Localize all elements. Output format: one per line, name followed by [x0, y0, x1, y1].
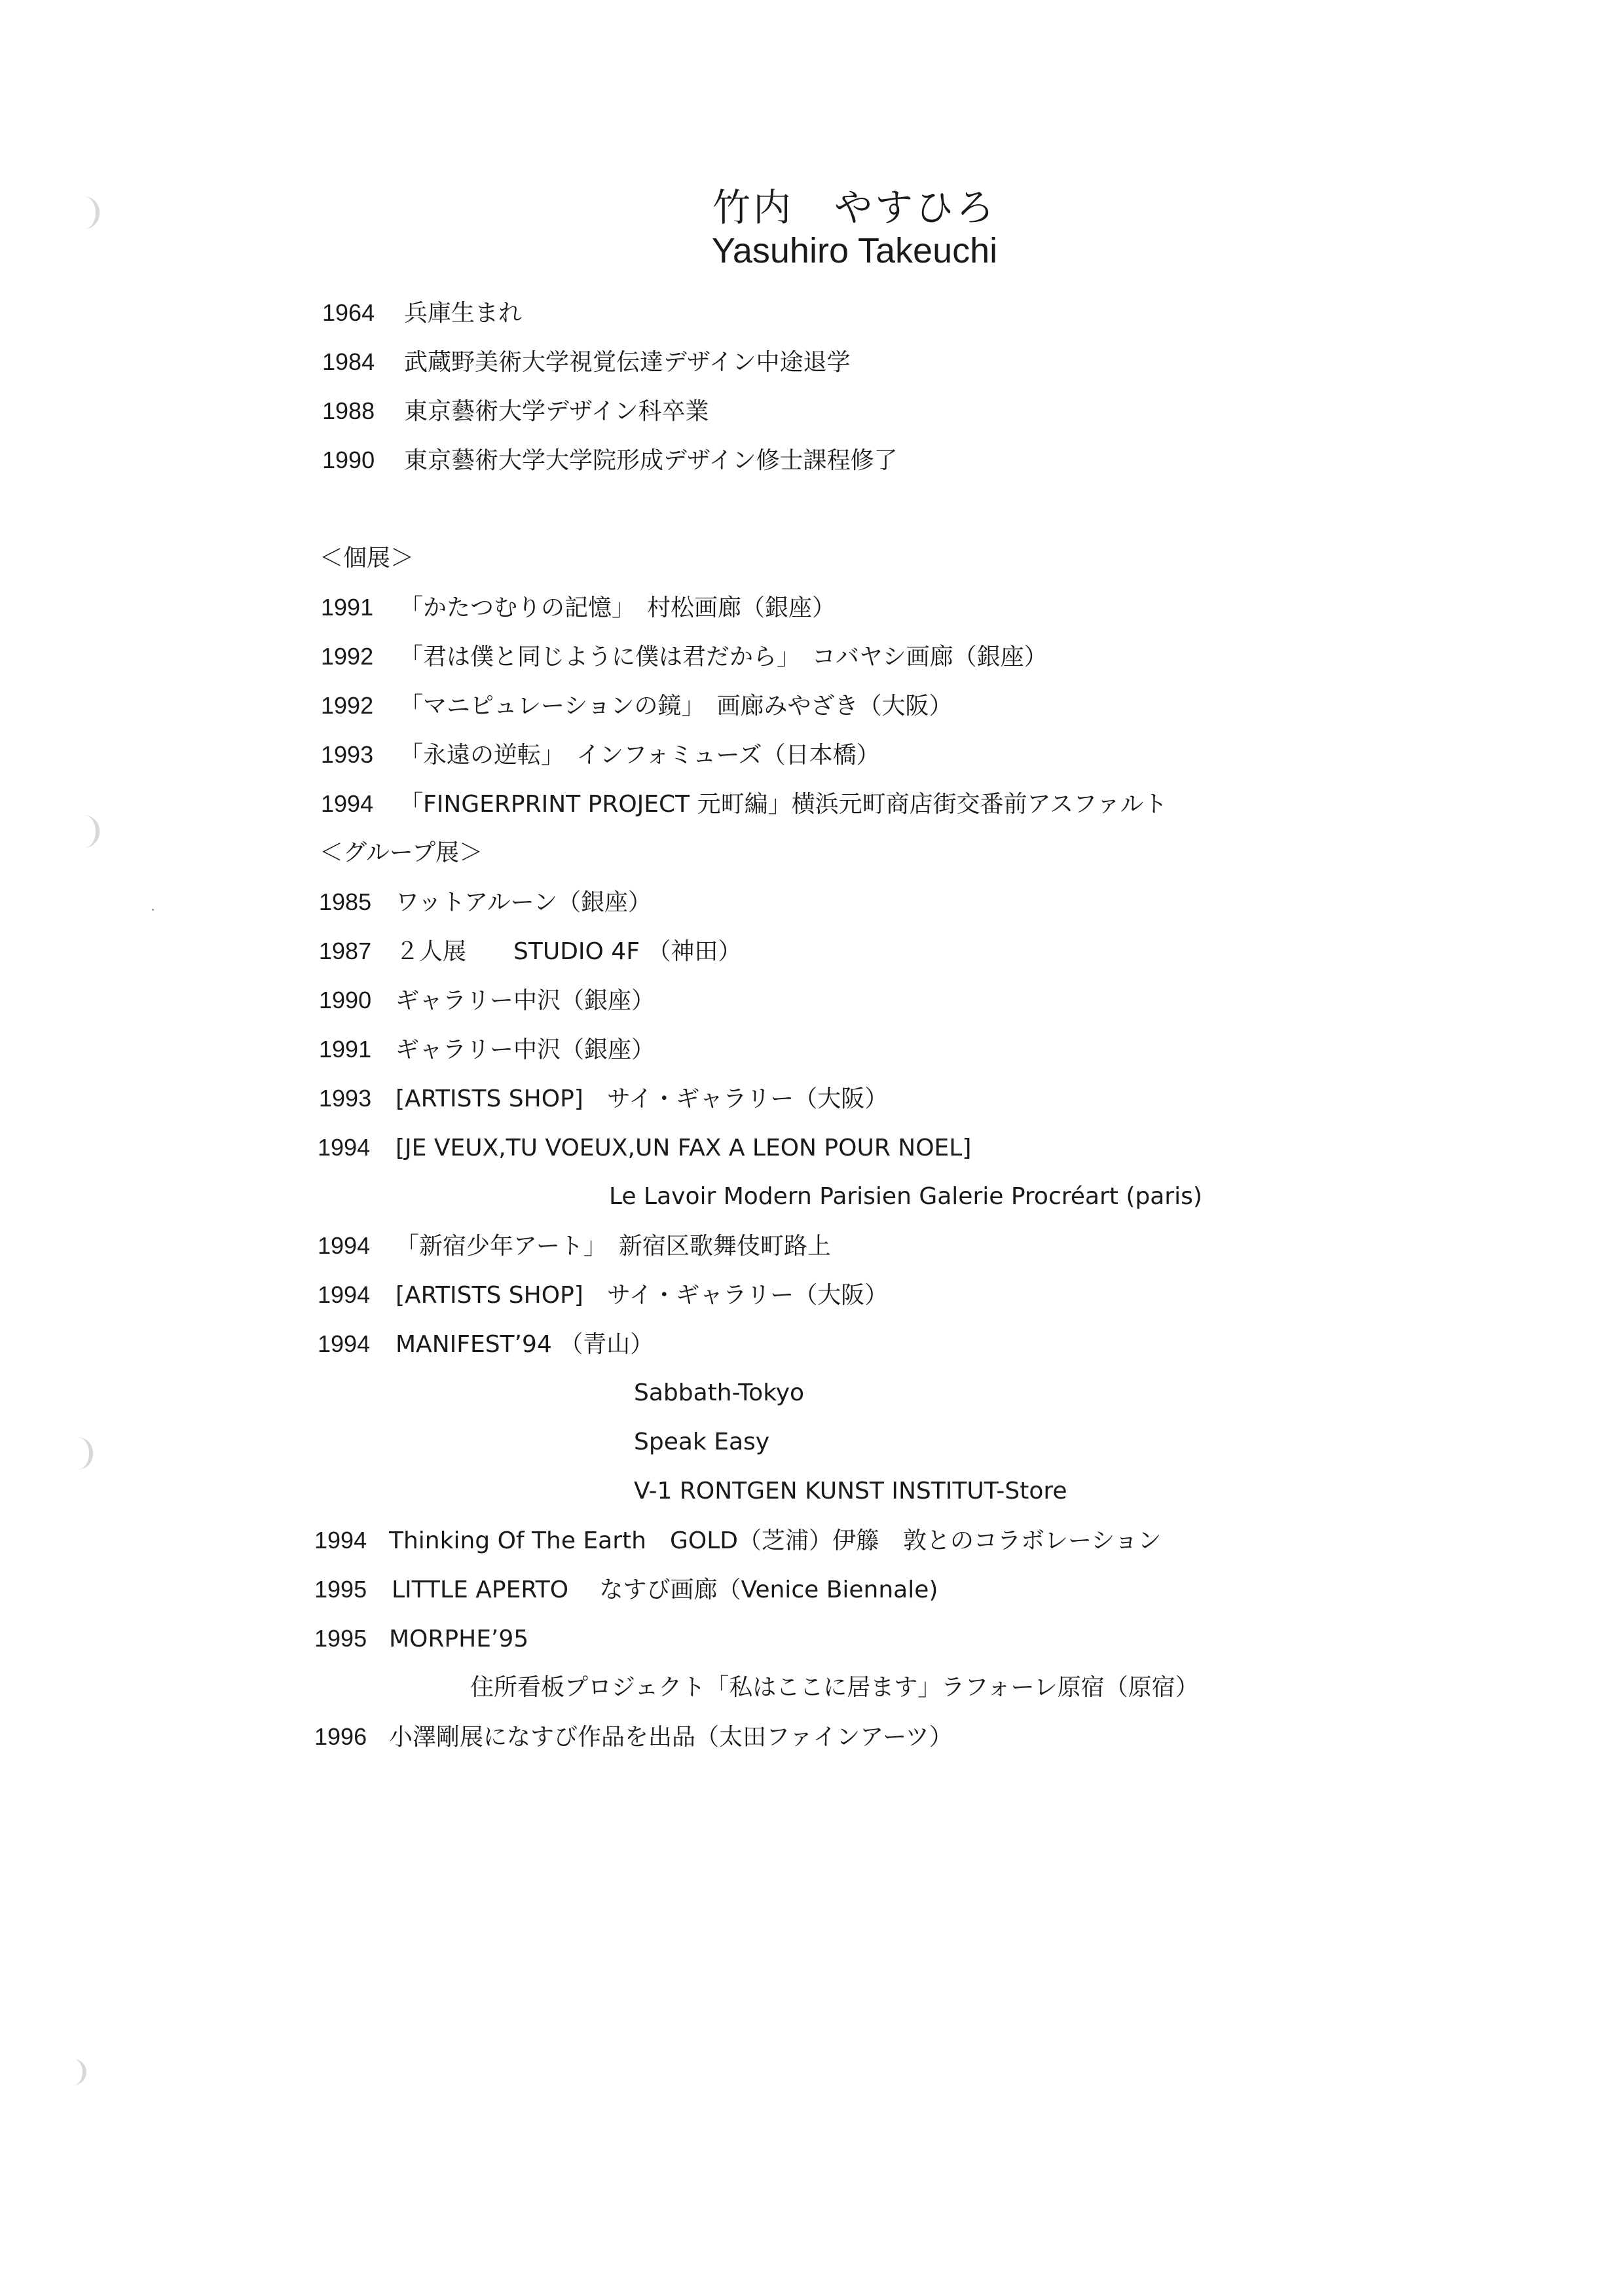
entry-text: ２人展 STUDIO 4F （神田）: [396, 938, 742, 965]
speck: [152, 909, 154, 911]
bio-entry: [322, 301, 522, 325]
solo-entry: [321, 743, 880, 767]
group-entry: [319, 1038, 655, 1062]
entry-text: 「新宿少年アート」 新宿区歌舞伎町路上: [396, 1233, 831, 1260]
entry-year: 1994: [318, 1330, 371, 1357]
entry-year: 1994: [318, 1134, 371, 1161]
group-entry: [314, 1627, 528, 1651]
solo-entry: [321, 792, 1167, 816]
entry-year: 1996: [314, 1723, 367, 1750]
entry-text: LITTLE APERTO なすび画廊（Venice Biennale): [392, 1576, 938, 1603]
entry-text: [ARTISTS SHOP] サイ・ギャラリー（大阪）: [396, 1085, 889, 1112]
solo-exhibitions-heading: ＜個展＞: [320, 545, 415, 572]
entry-year: 1988: [322, 397, 375, 424]
solo-entry: [321, 596, 836, 620]
group-entry: [319, 890, 652, 915]
entry-year: 1993: [321, 741, 374, 768]
entry-text: [ARTISTS SHOP] サイ・ギャラリー（大阪）: [396, 1282, 889, 1309]
group-entry: [318, 1283, 888, 1307]
group-entry: [314, 1578, 938, 1602]
group-entry-continuation: [470, 1676, 1199, 1700]
bio-entry: [322, 448, 897, 473]
entry-text: 「永遠の逆転」 インフォミューズ（日本橋）: [399, 742, 880, 769]
entry-text: 「かたつむりの記憶」 村松画廊（銀座）: [399, 594, 836, 621]
group-entry-continuation: [609, 1185, 1202, 1209]
binder-mark: [84, 815, 100, 848]
entry-year: 1995: [314, 1625, 367, 1652]
entry-year: 1987: [319, 938, 372, 964]
group-entry: [319, 939, 741, 964]
binder-mark: [77, 1437, 93, 1470]
entry-year: 1993: [319, 1085, 372, 1112]
entry-year: 1994: [318, 1281, 371, 1308]
bio-entry: [322, 399, 709, 424]
binder-mark: [71, 2059, 86, 2085]
entry-year: 1984: [322, 348, 375, 375]
entry-text: Thinking Of The Earth GOLD（芝浦）伊籐 敦とのコラボレーション: [389, 1527, 1162, 1554]
entry-text: 武蔵野美術大学視覚伝達デザイン中途退学: [404, 349, 851, 376]
entry-text: 「FINGERPRINT PROJECT 元町編」横浜元町商店街交番前アスファルト: [399, 791, 1168, 818]
group-exhibitions-heading: ＜グループ展＞: [320, 839, 483, 866]
entry-text: 小澤剛展になすび作品を出品（太田ファインアーツ）: [389, 1724, 953, 1751]
entry-text: 兵庫生まれ: [404, 300, 523, 327]
group-entry: [318, 1332, 654, 1357]
artist-name-english: Yasuhiro Takeuchi: [711, 231, 998, 270]
entry-text: 住所看板プロジェクト「私はここに居ます」ラフォーレ原宿（原宿）: [470, 1674, 1199, 1701]
entry-year: 1994: [314, 1527, 367, 1554]
group-entry: [319, 1087, 888, 1111]
artist-name-japanese: 竹内 やすひろ: [712, 185, 997, 230]
entry-text: ギャラリー中沢（銀座）: [396, 987, 655, 1014]
entry-year: 1991: [321, 594, 374, 621]
entry-text: MORPHE’95: [389, 1626, 529, 1652]
entry-year: 1995: [314, 1576, 367, 1603]
entry-year: 1990: [322, 446, 375, 473]
entry-year: 1992: [321, 692, 374, 719]
entry-text: Speak Easy: [634, 1429, 770, 1455]
entry-text: 「君は僕と同じように僕は君だから」 コバヤシ画廊（銀座）: [399, 644, 1048, 670]
entry-text: 東京藝術大学デザイン科卒業: [404, 398, 709, 425]
group-entry: [319, 989, 655, 1013]
entry-year: 1991: [319, 1036, 372, 1063]
group-entry: [314, 1529, 1162, 1553]
entry-text: 東京藝術大学大学院形成デザイン修士課程修了: [404, 447, 898, 474]
entry-text: 「マニピュレーションの鏡」 画廊みやざき（大阪）: [399, 693, 953, 720]
entry-text: Le Lavoir Modern Parisien Galerie Procréart (paris): [609, 1183, 1202, 1210]
entry-year: 1964: [322, 299, 375, 326]
solo-entry: [321, 694, 953, 718]
group-entry: [314, 1725, 953, 1749]
entry-year: 1990: [319, 987, 372, 1013]
group-entry-continuation: [634, 1430, 769, 1454]
entry-year: 1994: [318, 1232, 371, 1259]
entry-text: MANIFEST’94 （青山）: [396, 1331, 654, 1358]
entry-year: 1985: [319, 888, 372, 915]
entry-year: 1994: [321, 790, 374, 817]
entry-text: V-1 RONTGEN KUNST INSTITUT-Store: [634, 1478, 1067, 1504]
entry-text: ギャラリー中沢（銀座）: [396, 1036, 655, 1063]
entry-text: ワットアルーン（銀座）: [396, 889, 652, 916]
entry-text: Sabbath-Tokyo: [634, 1379, 805, 1406]
entry-text: [JE VEUX,TU VOEUX,UN FAX A LEON POUR NOEL]: [396, 1135, 972, 1161]
solo-entry: [321, 645, 1048, 669]
bio-entry: [322, 350, 850, 374]
group-entry: [318, 1136, 971, 1160]
entry-year: 1992: [321, 643, 374, 670]
group-entry: [318, 1234, 831, 1258]
group-entry-continuation: [634, 1480, 1067, 1503]
group-entry-continuation: [634, 1381, 804, 1405]
